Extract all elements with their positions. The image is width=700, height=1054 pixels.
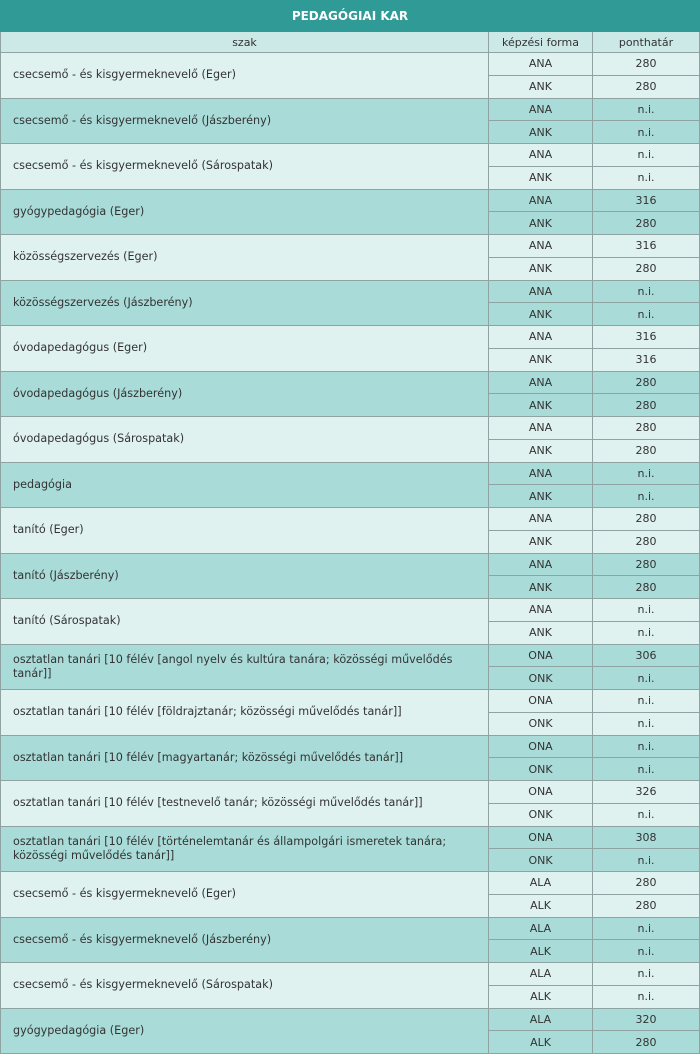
training-form: ANA — [489, 190, 593, 213]
training-form: ONK — [489, 667, 593, 690]
training-form: ALK — [489, 1031, 593, 1054]
program-name: csecsemő - és kisgyermeknevelő (Eger) — [0, 53, 489, 99]
score-threshold: n.i. — [593, 918, 700, 941]
program-name: csecsemő - és kisgyermeknevelő (Sárospatak) — [0, 963, 489, 1009]
score-threshold: n.i. — [593, 940, 700, 963]
training-form: ONK — [489, 804, 593, 827]
score-threshold: 320 — [593, 1009, 700, 1032]
program-name: csecsemő - és kisgyermeknevelő (Jászberény) — [0, 918, 489, 964]
training-form: ONK — [489, 713, 593, 736]
program-name: gyógypedagógia (Eger) — [0, 1009, 489, 1054]
program-name: osztatlan tanári [10 félév [testnevelő tanár; közösségi művelődés tanár]] — [0, 781, 489, 827]
program-name: óvodapedagógus (Sárospatak) — [0, 417, 489, 463]
score-threshold: n.i. — [593, 463, 700, 486]
training-form: ONA — [489, 645, 593, 668]
score-threshold: 306 — [593, 645, 700, 668]
score-threshold: 280 — [593, 258, 700, 281]
score-threshold: 316 — [593, 235, 700, 258]
program-name: tanító (Jászberény) — [0, 554, 489, 600]
score-threshold: n.i. — [593, 849, 700, 872]
score-threshold: n.i. — [593, 713, 700, 736]
training-form: ALA — [489, 918, 593, 941]
score-threshold: n.i. — [593, 667, 700, 690]
training-form: ANK — [489, 349, 593, 372]
score-threshold: 280 — [593, 76, 700, 99]
score-threshold: n.i. — [593, 167, 700, 190]
score-threshold: n.i. — [593, 622, 700, 645]
header-kepzesi-forma: képzési forma — [489, 32, 593, 53]
training-form: ONK — [489, 849, 593, 872]
score-threshold: n.i. — [593, 144, 700, 167]
program-name: közösségszervezés (Jászberény) — [0, 281, 489, 327]
score-threshold: 280 — [593, 417, 700, 440]
program-name: csecsemő - és kisgyermeknevelő (Jászberény) — [0, 99, 489, 145]
training-form: ANA — [489, 281, 593, 304]
training-form: ANK — [489, 531, 593, 554]
program-name: csecsemő - és kisgyermeknevelő (Sárospatak) — [0, 144, 489, 190]
training-form: ANK — [489, 121, 593, 144]
training-form: ANA — [489, 372, 593, 395]
training-form: ANA — [489, 463, 593, 486]
training-form: ANA — [489, 99, 593, 122]
table-title: PEDAGÓGIAI KAR — [0, 0, 700, 32]
training-form: ANK — [489, 76, 593, 99]
score-threshold: n.i. — [593, 121, 700, 144]
program-name: csecsemő - és kisgyermeknevelő (Eger) — [0, 872, 489, 918]
score-threshold: 280 — [593, 576, 700, 599]
score-threshold: 280 — [593, 531, 700, 554]
score-threshold: n.i. — [593, 804, 700, 827]
program-name: osztatlan tanári [10 félév [angol nyelv és kultúra tanára; közösségi művelődés tanár]] — [0, 645, 489, 691]
header-szak: szak — [0, 32, 489, 53]
score-threshold: n.i. — [593, 963, 700, 986]
score-threshold: n.i. — [593, 303, 700, 326]
training-form: ANA — [489, 144, 593, 167]
training-form: ONK — [489, 758, 593, 781]
score-threshold: 280 — [593, 554, 700, 577]
score-threshold: n.i. — [593, 99, 700, 122]
training-form: ANK — [489, 212, 593, 235]
program-name: osztatlan tanári [10 félév [földrajztanár; közösségi művelődés tanár]] — [0, 690, 489, 736]
training-form: ONA — [489, 690, 593, 713]
training-form: ANK — [489, 303, 593, 326]
training-form: ANA — [489, 508, 593, 531]
training-form: ALA — [489, 1009, 593, 1032]
score-threshold: 280 — [593, 1031, 700, 1054]
score-threshold: 280 — [593, 372, 700, 395]
score-threshold: n.i. — [593, 736, 700, 759]
training-form: ANK — [489, 394, 593, 417]
training-form: ALK — [489, 940, 593, 963]
training-form: ALK — [489, 986, 593, 1009]
training-form: ANA — [489, 417, 593, 440]
program-name: gyógypedagógia (Eger) — [0, 190, 489, 236]
program-name: óvodapedagógus (Eger) — [0, 326, 489, 372]
training-form: ANA — [489, 554, 593, 577]
training-form: ONA — [489, 827, 593, 850]
training-form: ALA — [489, 872, 593, 895]
training-form: ANK — [489, 576, 593, 599]
training-form: ANA — [489, 235, 593, 258]
score-threshold: 280 — [593, 440, 700, 463]
training-form: ANK — [489, 485, 593, 508]
program-name: óvodapedagógus (Jászberény) — [0, 372, 489, 418]
score-threshold: 316 — [593, 190, 700, 213]
training-form: ANA — [489, 326, 593, 349]
program-name: osztatlan tanári [10 félév [magyartanár; közösségi művelődés tanár]] — [0, 736, 489, 782]
score-threshold: n.i. — [593, 690, 700, 713]
program-name: tanító (Eger) — [0, 508, 489, 554]
score-threshold: 280 — [593, 872, 700, 895]
score-threshold: n.i. — [593, 986, 700, 1009]
training-form: ALA — [489, 963, 593, 986]
score-threshold: 280 — [593, 212, 700, 235]
score-threshold: 280 — [593, 53, 700, 76]
score-threshold: n.i. — [593, 281, 700, 304]
training-form: ANK — [489, 440, 593, 463]
training-form: ANK — [489, 258, 593, 281]
training-form: ALK — [489, 895, 593, 918]
training-form: ONA — [489, 736, 593, 759]
program-name: közösségszervezés (Eger) — [0, 235, 489, 281]
training-form: ANK — [489, 622, 593, 645]
score-threshold: 316 — [593, 349, 700, 372]
score-threshold: 308 — [593, 827, 700, 850]
score-threshold: n.i. — [593, 758, 700, 781]
program-name: osztatlan tanári [10 félév [történelemtanár és állampolgári ismeretek tanára; közösségi művelődés tanár]] — [0, 827, 489, 873]
score-threshold: 280 — [593, 895, 700, 918]
program-name: tanító (Sárospatak) — [0, 599, 489, 645]
score-threshold: n.i. — [593, 485, 700, 508]
score-threshold: 280 — [593, 394, 700, 417]
score-threshold: n.i. — [593, 599, 700, 622]
program-name: pedagógia — [0, 463, 489, 509]
training-form: ANA — [489, 53, 593, 76]
header-ponthatar: ponthatár — [593, 32, 700, 53]
score-threshold: 326 — [593, 781, 700, 804]
training-form: ONA — [489, 781, 593, 804]
training-form: ANK — [489, 167, 593, 190]
score-threshold: 280 — [593, 508, 700, 531]
training-form: ANA — [489, 599, 593, 622]
score-threshold: 316 — [593, 326, 700, 349]
